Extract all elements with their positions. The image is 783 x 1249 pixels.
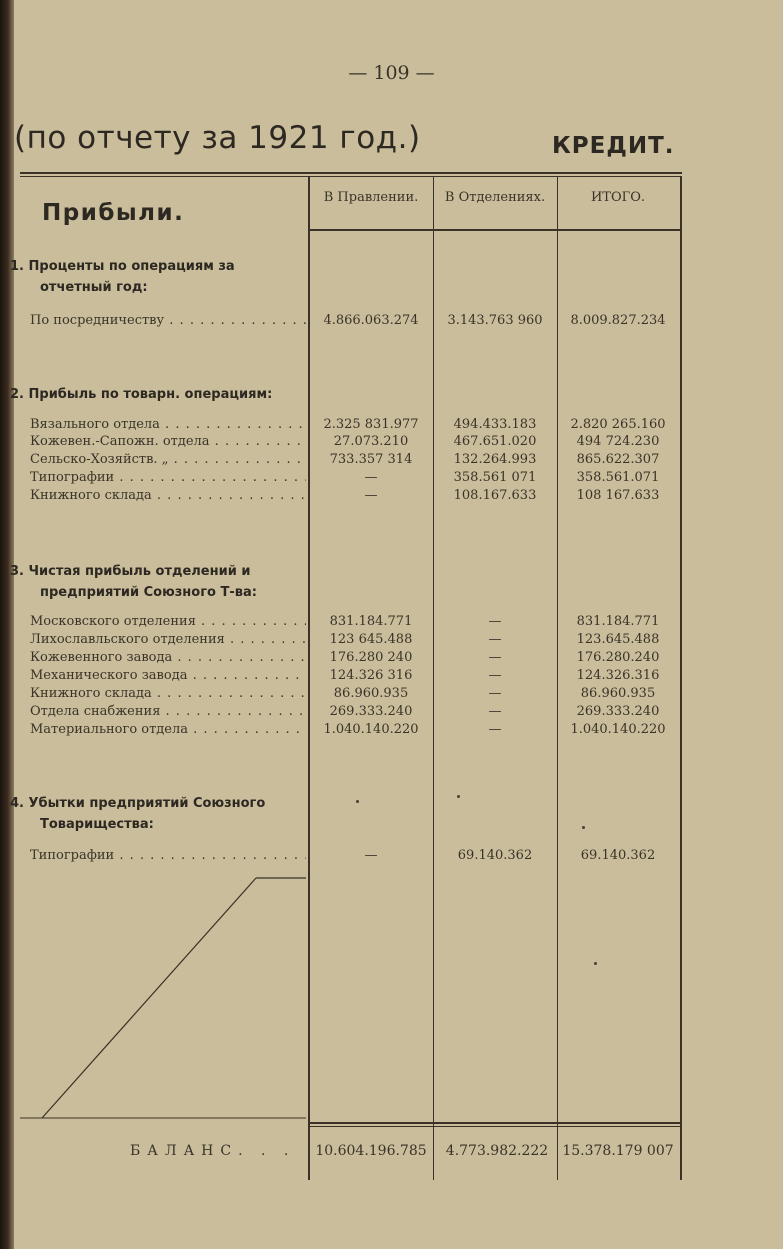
- top-rule-thin: [20, 176, 682, 177]
- cell-board: 733.357 314: [329, 452, 413, 467]
- cell-branches: —: [488, 722, 502, 737]
- table-row: [0, 703, 783, 721]
- paper-speck: [457, 795, 460, 798]
- table-row: [0, 631, 783, 649]
- cell-board: 831.184.771: [329, 614, 413, 629]
- cell-branches: 494.433.183: [453, 417, 537, 432]
- cell-branches: 467.651.020: [453, 434, 537, 449]
- section-heading: [10, 384, 306, 405]
- cell-board: 27.073.210: [333, 434, 409, 449]
- table-row: [0, 416, 783, 434]
- row-label: Лихославльского отделения . . .: [30, 631, 306, 648]
- cell-branches: 132.264.993: [453, 452, 537, 467]
- section-heading-line: 4. Убытки предприятий Союзного: [10, 796, 266, 811]
- cell-branches: 69.140.362: [457, 848, 533, 863]
- row-label: Материального отдела . . .: [30, 721, 306, 738]
- column-header-board: В Правлении.: [323, 190, 419, 205]
- table-row: [0, 847, 783, 865]
- row-label: Типографии . . .: [30, 469, 306, 486]
- cell-board: 2.325 831.977: [323, 417, 419, 432]
- cell-branches: 108.167.633: [453, 488, 537, 503]
- table-row: [0, 649, 783, 667]
- balance-board: 10.604.196.785: [315, 1143, 427, 1159]
- page-heading: (по отчету за 1921 год.): [14, 120, 421, 156]
- table-row: [0, 312, 783, 330]
- balance-rule-thin: [310, 1126, 682, 1127]
- table-row: [0, 721, 783, 739]
- row-label: По посредничеству . . .: [30, 312, 306, 329]
- cell-total: 1.040.140.220: [570, 722, 666, 737]
- cell-total: 269.333.240: [576, 704, 660, 719]
- section-heading-line: 3. Чистая прибыль отделений и: [10, 564, 251, 579]
- cell-board: 4.866.063.274: [323, 313, 419, 328]
- cell-total: 86.960.935: [580, 686, 656, 701]
- cell-board: 269.333.240: [329, 704, 413, 719]
- paper-speck: [356, 800, 359, 803]
- row-label: Книжного склада . . .: [30, 685, 306, 702]
- balance-total: 15.378.179 007: [562, 1143, 674, 1159]
- cell-total: 8.009.827.234: [570, 313, 666, 328]
- cell-total: 176.280.240: [576, 650, 660, 665]
- table-title: Прибыли.: [42, 200, 185, 226]
- paper-speck: [594, 962, 597, 965]
- paper-speck: [582, 826, 585, 829]
- credit-label: КРЕДИТ.: [552, 133, 675, 159]
- cell-board: —: [364, 488, 378, 503]
- row-label: Типографии . . .: [30, 847, 306, 864]
- cell-branches: —: [488, 668, 502, 683]
- column-header-total: ИТОГО.: [590, 190, 646, 205]
- table-row: [0, 433, 783, 451]
- cell-board: —: [364, 470, 378, 485]
- cell-total: 831.184.771: [576, 614, 660, 629]
- balance-branches: 4.773.982.222: [445, 1143, 549, 1159]
- column-header-branches: В Отделениях.: [444, 190, 546, 205]
- row-label: Отдела снабжения . . .: [30, 703, 306, 720]
- page-number: — 109 —: [348, 62, 435, 84]
- cell-total: 358.561.071: [576, 470, 660, 485]
- cell-branches: —: [488, 704, 502, 719]
- row-label: Механического завода . . .: [30, 667, 306, 684]
- cell-total: 494 724.230: [576, 434, 660, 449]
- section-heading-line: отчетный год:: [40, 280, 148, 295]
- cell-board: 1.040.140.220: [323, 722, 419, 737]
- cell-total: 2.820 265.160: [570, 417, 666, 432]
- cell-board: 123 645.488: [329, 632, 413, 647]
- table-row: [0, 613, 783, 631]
- top-rule: [20, 172, 682, 174]
- section-heading-line: предприятий Союзного Т-ва:: [40, 585, 257, 600]
- cell-total: 865.622.307: [576, 452, 660, 467]
- cell-branches: —: [488, 632, 502, 647]
- section-heading-line: 1. Проценты по операциям за: [10, 259, 235, 274]
- cell-board: —: [364, 848, 378, 863]
- section-heading: [10, 256, 306, 298]
- cell-branches: 3.143.763 960: [447, 313, 543, 328]
- cell-branches: 358.561 071: [453, 470, 537, 485]
- table-row: [0, 451, 783, 469]
- row-label: Московского отделения . . .: [30, 613, 306, 630]
- section-heading: [10, 561, 306, 603]
- cell-board: 124.326 316: [329, 668, 413, 683]
- cell-board: 176.280 240: [329, 650, 413, 665]
- section-heading-line: Товарищества:: [40, 817, 154, 832]
- row-label: Сельско-Хозяйств. „ . . .: [30, 451, 306, 468]
- cell-branches: —: [488, 614, 502, 629]
- balance-label: БАЛАНС. . .: [130, 1143, 296, 1159]
- section-heading-line: 2. Прибыль по товарн. операциям:: [10, 387, 273, 402]
- cell-total: 124.326.316: [576, 668, 660, 683]
- cell-branches: —: [488, 650, 502, 665]
- table-row: [0, 685, 783, 703]
- cell-total: 69.140.362: [580, 848, 656, 863]
- cell-branches: —: [488, 686, 502, 701]
- table-row: [0, 469, 783, 487]
- row-label: Вязального отдела . . .: [30, 416, 306, 433]
- row-label: Книжного склада . . .: [30, 487, 306, 504]
- table-row: [0, 667, 783, 685]
- section-heading: [10, 793, 306, 835]
- balance-rule: [310, 1122, 682, 1124]
- cell-total: 123.645.488: [576, 632, 660, 647]
- cell-board: 86.960.935: [333, 686, 409, 701]
- table-row: [0, 487, 783, 505]
- row-label: Кожевен.-Сапожн. отдела . . .: [30, 433, 306, 450]
- header-underline: [310, 229, 682, 231]
- cell-total: 108 167.633: [576, 488, 660, 503]
- row-label: Кожевенного завода . . .: [30, 649, 306, 666]
